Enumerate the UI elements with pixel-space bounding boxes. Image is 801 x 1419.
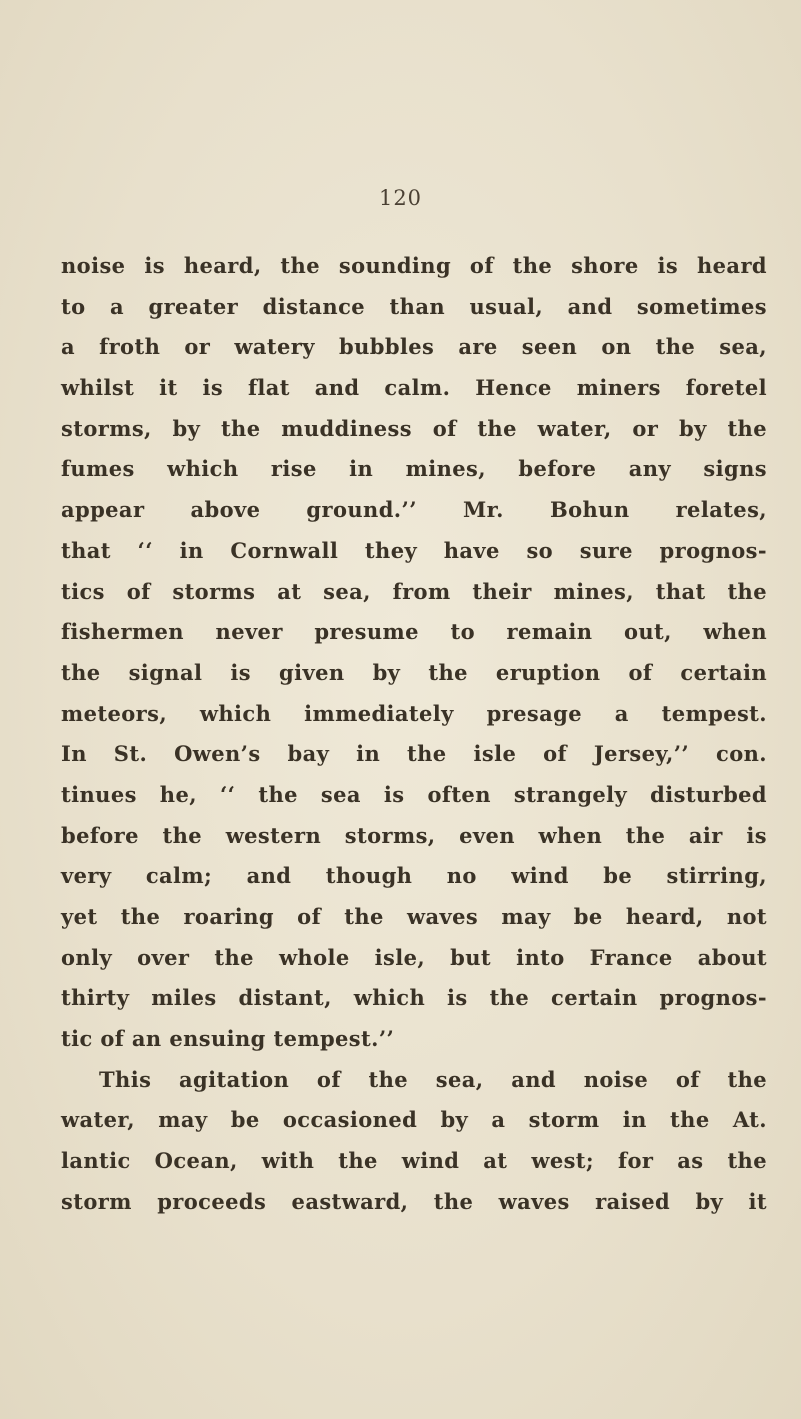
text-line: water, may be occasioned by a storm in the At. [61, 1107, 767, 1133]
text-line: whilst it is flat and calm. Hence miners foretel [61, 375, 767, 401]
text-line: In St. Owen’s bay in the isle of Jersey,’’ con. [61, 741, 767, 767]
text-line: storms, by the muddiness of the water, or by the [61, 415, 767, 441]
text-line: the signal is given by the eruption of certain [61, 659, 767, 685]
text-line: very calm; and though no wind be stirring, [61, 863, 767, 889]
text-line: storm proceeds eastward, the waves raised by it [61, 1188, 767, 1214]
text-line: tics of storms at sea, from their mines, that the [61, 578, 767, 604]
text-line: noise is heard, the sounding of the shore is heard [61, 253, 767, 278]
text-line: thirty miles distant, which is the certain prognos- [61, 985, 767, 1011]
paragraph-end-line: tic of an ensuing tempest.’’ [61, 1026, 395, 1052]
text-line: fishermen never presume to remain out, when [61, 619, 767, 645]
text-line: tinues he, ‘‘ the sea is often strangely disturbed [61, 781, 767, 807]
text-line: before the western storms, even when the air is [61, 822, 767, 848]
text-line: only over the whole isle, but into France about [61, 944, 767, 970]
text-line: yet the roaring of the waves may be heard, not [61, 904, 767, 929]
text-line: meteors, which immediately presage a tempest. [61, 700, 767, 726]
text-line: appear above ground.’’ Mr. Bohun relates, [61, 497, 767, 523]
page-number: 120 [378, 186, 423, 210]
body-text [61, 246, 767, 1223]
text-line: to a greater distance than usual, and sometimes [61, 293, 767, 319]
text-line: fumes which rise in mines, before any signs [61, 456, 767, 482]
paragraph-start-line: This agitation of the sea, and noise of the [99, 1066, 767, 1092]
text-line: a froth or watery bubbles are seen on the sea, [61, 334, 767, 360]
text-line: that ‘‘ in Cornwall they have so sure prognos- [61, 537, 767, 563]
text-line: lantic Ocean, with the wind at west; for as the [61, 1148, 767, 1174]
